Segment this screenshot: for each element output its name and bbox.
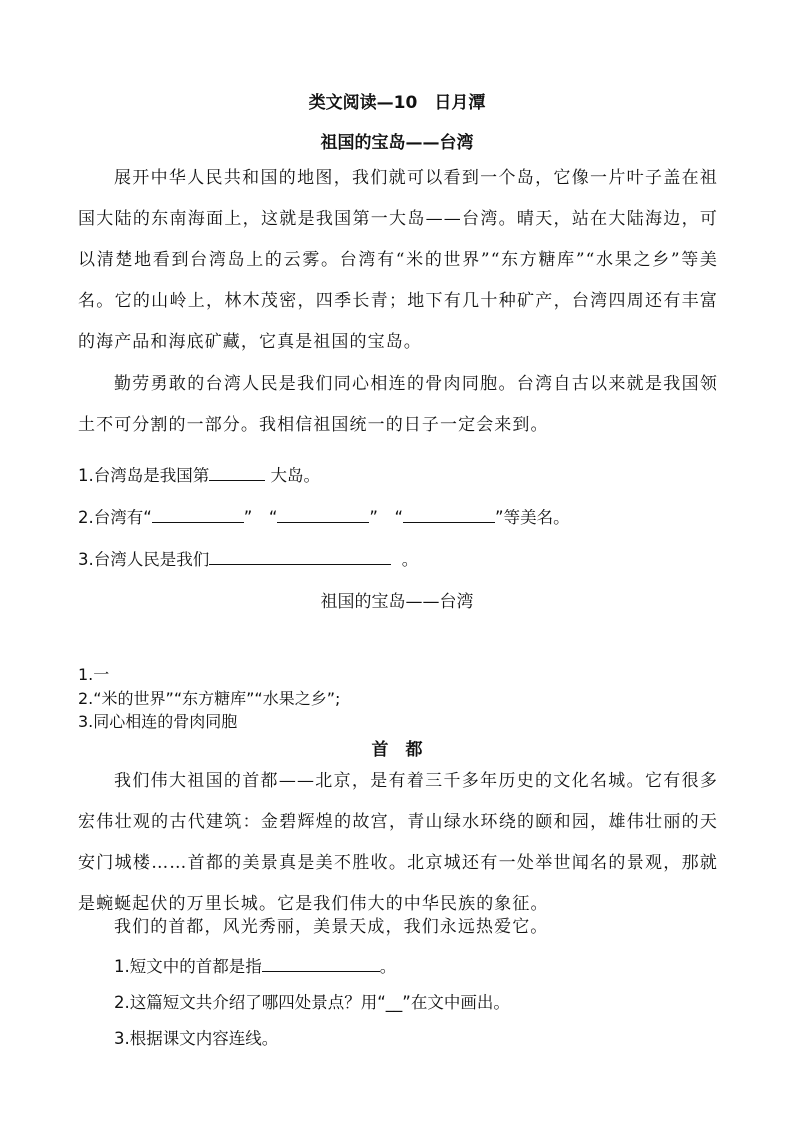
passage2-question-1 <box>114 953 754 977</box>
passage1-question-3 <box>78 546 718 570</box>
passage2-paragraph-2: 我们的首都，风光秀丽，美景天成，我们永远热爱它。 <box>114 917 549 937</box>
q3-text-before: 3.台湾人民是我们 <box>78 550 210 569</box>
passage2-question-3: 3.根据课文内容连线。 <box>114 1029 279 1048</box>
passage1-title: 祖国的宝岛——台湾 <box>320 133 474 153</box>
q1-answer-blank[interactable] <box>209 464 265 481</box>
q2-answer-blank-2[interactable] <box>277 506 369 523</box>
answers-title: 祖国的宝岛——台湾 <box>320 592 474 612</box>
q2-text-before: 2.台湾有“ <box>78 508 152 527</box>
q2-text-after: ”等美名。 <box>495 508 570 527</box>
q3-text-after: 。 <box>401 550 419 569</box>
passage1-paragraph-1: 展开中华人民共和国的地图，我们就可以看到一个岛，它像一片叶子盖在祖国大陆的东南海面上，这就是我国第一大岛——台湾。晴天，站在大陆海边，可以清楚地看到台湾岛上的云雾。台湾有“米的世界”“东方糖库”“水果之乡”等美名。它的山岭上，林木茂密，四季长青；地下有几十种矿产，台湾四周还有丰富的海产品和海底矿藏，它真是祖国的宝岛。 <box>78 168 718 352</box>
q2-text-mid-2: ” “ <box>369 508 404 527</box>
passage2-paragraph-1: 我们伟大祖国的首都——北京，是有着三千多年历史的文化名城。它有很多宏伟壮观的古代建筑：金碧辉煌的故宫，青山绿水环绕的颐和园，雄伟壮丽的天安门城楼……首都的美景真是美不胜收。北京城还有一处举世闻名的景观，那就是蜿蜒起伏的万里长城。它是我们伟大的中华民族的象征。 <box>78 771 718 914</box>
answer-3: 3.同心相连的骨肉同胞 <box>78 712 238 731</box>
q1-text-before: 1.台湾岛是我国第 <box>78 466 210 485</box>
page-title: 类文阅读—10 日月潭 <box>308 93 486 113</box>
answer-2: 2.“米的世界”“东方糖库”“水果之乡”; <box>78 689 341 708</box>
q2-answer-blank-1[interactable] <box>152 506 244 523</box>
q2-answer-blank-3[interactable] <box>403 506 495 523</box>
q1-text-after: 大岛。 <box>270 466 320 485</box>
p2-q1-answer-blank[interactable] <box>262 955 380 972</box>
answer-1: 1.一 <box>78 665 110 684</box>
passage1-paragraph-2: 勤劳勇敢的台湾人民是我们同心相连的骨肉同胞。台湾自古以来就是我国领土不可分割的一部分。我相信祖国统一的日子一定会来到。 <box>78 374 718 435</box>
passage2-title: 首 都 <box>371 740 423 760</box>
q2-text-mid-1: ” “ <box>243 508 278 527</box>
q3-answer-blank[interactable] <box>209 548 391 565</box>
passage1-question-2 <box>78 504 718 528</box>
passage1-question-1 <box>78 462 718 486</box>
p2-q1-text-after: 。 <box>379 957 397 976</box>
p2-q1-text-before: 1.短文中的首都是指 <box>114 957 262 976</box>
passage2-question-2: 2.这篇短文共介绍了哪四处景点？用“__”在文中画出。 <box>114 993 510 1012</box>
